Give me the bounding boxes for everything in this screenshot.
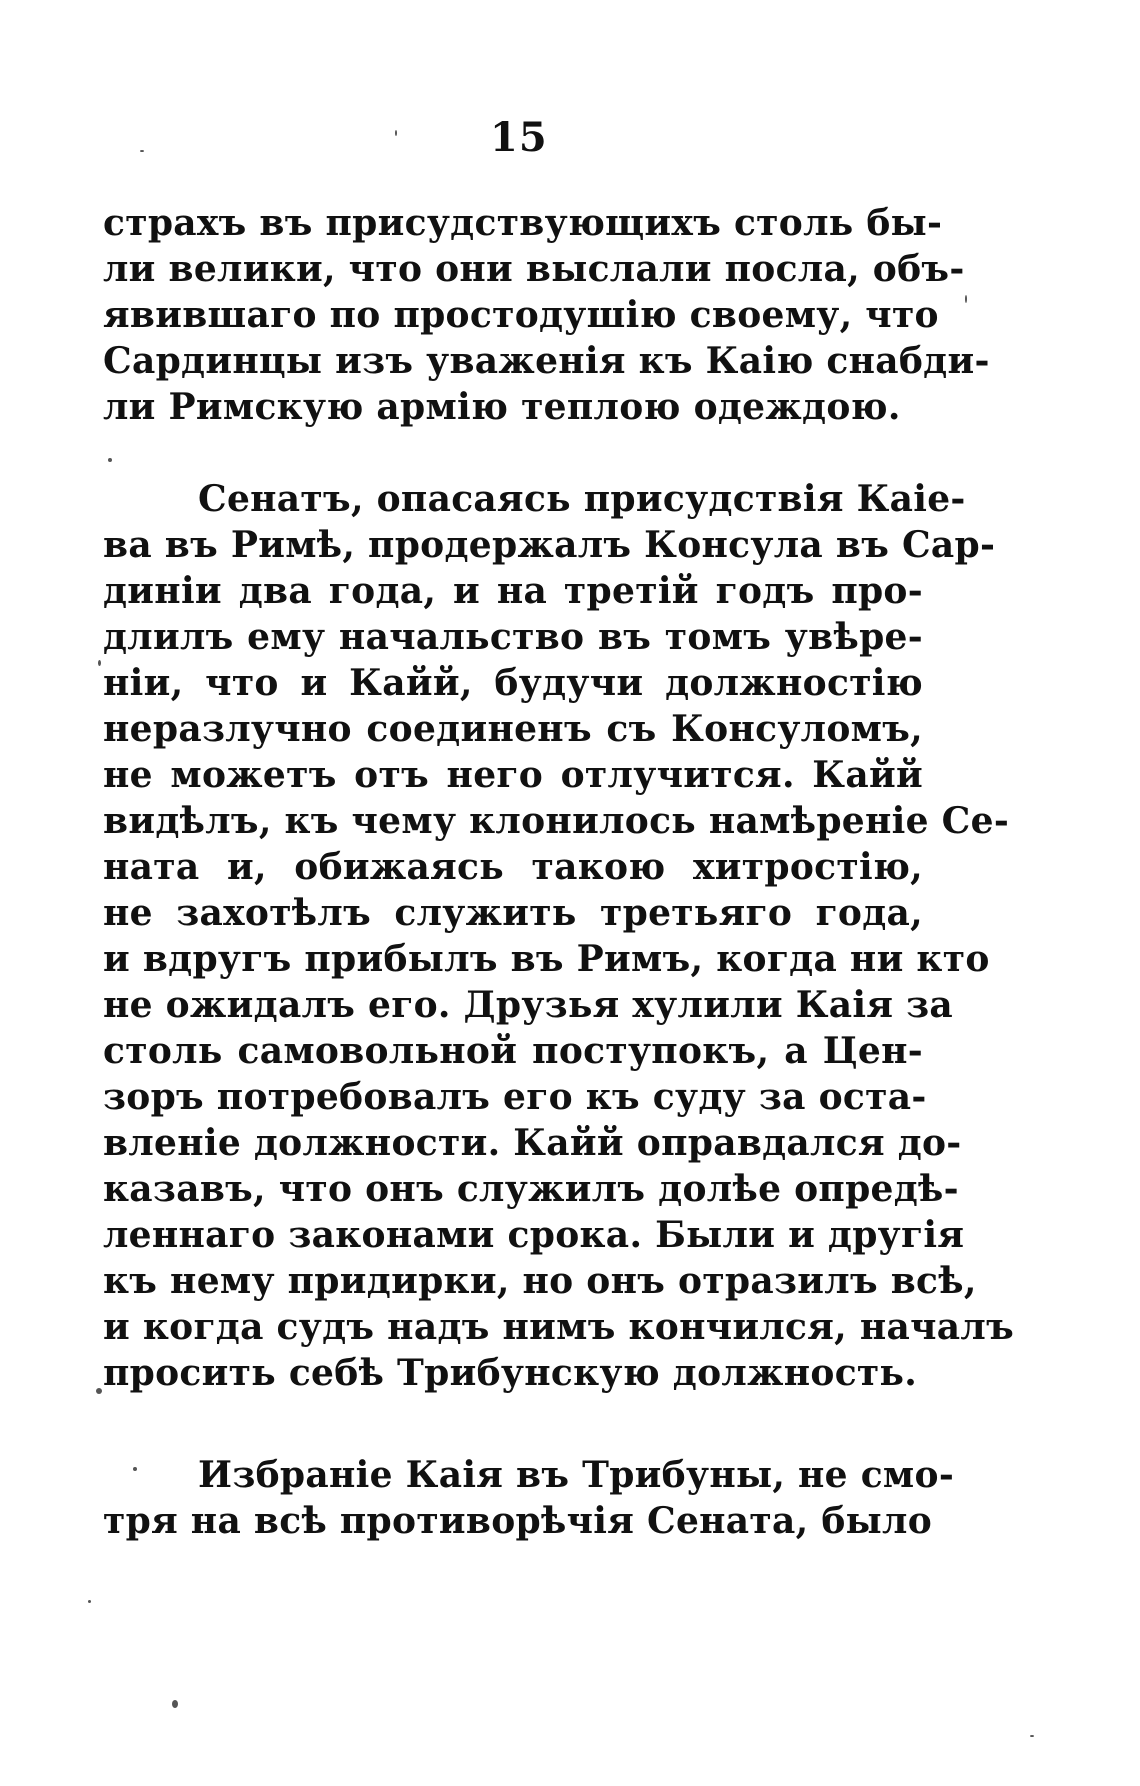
- paragraph-2: [103, 476, 1014, 1396]
- scan-speck: [133, 1467, 137, 1471]
- text-line: видѣлъ, къ чему клонилось намѣреніе Се-: [103, 800, 1010, 842]
- text-line: ва въ Римѣ, продержалъ Консула въ Сар-: [103, 524, 996, 566]
- text-line: къ нему придирки, но онъ отразилъ всѣ,: [103, 1260, 977, 1302]
- scan-speck: [965, 295, 967, 303]
- scan-speck: [88, 1600, 91, 1603]
- text-line: диніи два года, и на третій годъ про-: [103, 570, 923, 612]
- page-number: 15: [490, 114, 548, 161]
- scan-speck: [172, 1700, 178, 1708]
- paragraph-1: [103, 200, 990, 430]
- text-line: Избраніе Каія въ Трибуны, не смо-: [198, 1454, 955, 1496]
- text-line: столь самовольной поступокъ, а Цен-: [103, 1030, 923, 1072]
- text-line: и вдругъ прибылъ въ Римъ, когда ни кто: [103, 938, 990, 980]
- text-line: ли велики, что они выслали посла, объ-: [103, 248, 965, 290]
- text-line: вленіе должности. Кайй оправдался до-: [103, 1122, 962, 1164]
- text-line: Сенатъ, опасаясь присудствія Каіе-: [198, 478, 966, 520]
- paragraph-3: [103, 1452, 955, 1544]
- scan-speck: [1030, 1735, 1034, 1737]
- text-line: и когда судъ надъ нимъ кончился, началъ: [103, 1306, 1014, 1348]
- text-line: зоръ потребовалъ его къ суду за оста-: [103, 1076, 927, 1118]
- text-line: не можетъ отъ него отлучится. Кайй: [103, 754, 923, 796]
- text-line: страхъ въ присудствующихъ столь бы-: [103, 202, 943, 244]
- text-line: казавъ, что онъ служилъ долѣе опредѣ-: [103, 1168, 959, 1210]
- scan-speck: [98, 660, 101, 666]
- text-line: леннаго законами срока. Были и другія: [103, 1214, 965, 1256]
- text-line: просить себѣ Трибунскую должность.: [103, 1352, 918, 1394]
- text-line: длилъ ему начальство въ томъ увѣре-: [103, 616, 923, 658]
- scan-speck: [395, 130, 397, 136]
- scan-speck: [140, 150, 144, 152]
- scan-speck: [96, 1388, 102, 1394]
- text-line: не ожидалъ его. Друзья хулили Каія за: [103, 984, 953, 1026]
- text-line: тря на всѣ противорѣчія Сената, было: [103, 1500, 933, 1542]
- text-line: ната и, обижаясь такою хитростію,: [103, 846, 923, 888]
- text-line: явившаго по простодушію своему, что: [103, 294, 939, 336]
- text-line: не захотѣлъ служить третьяго года,: [103, 892, 923, 934]
- text-line: Сардинцы изъ уваженія къ Каію снабди-: [103, 340, 990, 382]
- text-line: ніи, что и Кайй, будучи должностію: [103, 662, 923, 704]
- text-line: неразлучно соединенъ съ Консуломъ,: [103, 708, 923, 750]
- text-line: ли Римскую армію теплою одеждою.: [103, 386, 901, 428]
- scan-speck: [108, 458, 112, 462]
